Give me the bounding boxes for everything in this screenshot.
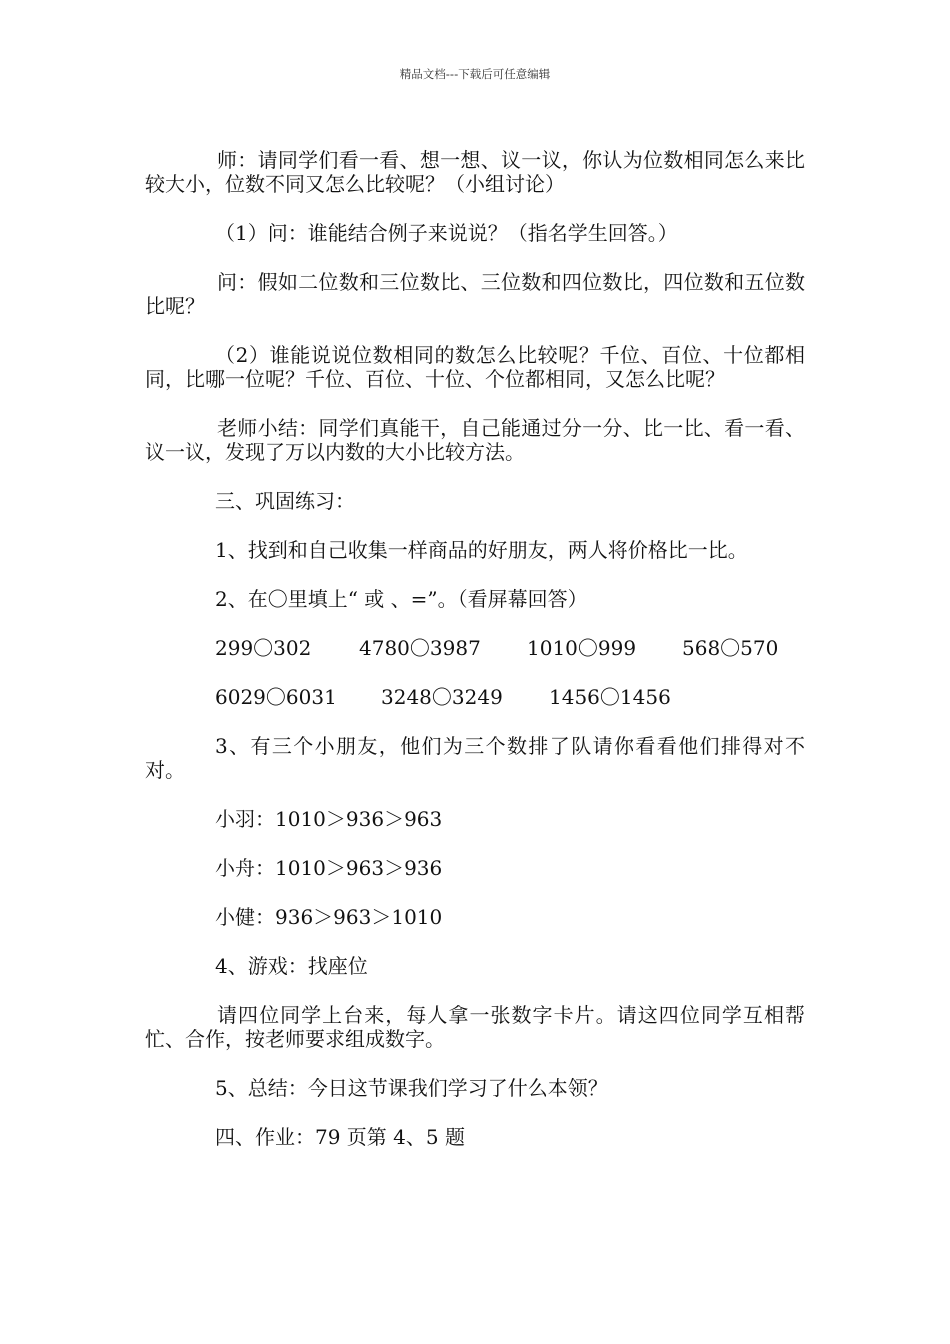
- comparison-row-1: [145, 636, 805, 660]
- exercise-4-description: 请四位同学上台来，每人拿一张数字卡片。请这四位同学互相帮忙、合作，按老师要求组成数字。: [145, 1003, 805, 1051]
- paragraph-teacher-question: 师：请同学们看一看、想一想、议一议，你认为位数相同怎么来比较大小，位数不同又怎么比较呢？（小组讨论）: [145, 148, 805, 196]
- comparison-item: 1010〇999: [527, 636, 637, 660]
- comparison-row-2: [145, 685, 805, 709]
- comparison-item: 1456〇1456: [549, 685, 671, 709]
- comparison-item: 3248〇3249: [381, 685, 503, 709]
- section-heading-practice: 三、巩固练习：: [215, 489, 355, 513]
- paragraph-teacher-summary: 老师小结：同学们真能干，自己能通过分一分、比一比、看一看、议一议，发现了万以内数的大小比较方法。: [145, 416, 805, 464]
- paragraph-question-1: （1）问：谁能结合例子来说说？（指名学生回答。）: [215, 221, 678, 245]
- exercise-2: 2、在〇里填上“ 或 、=”。（看屏幕回答）: [215, 587, 588, 611]
- exercise-1: 1、找到和自己收集一样商品的好朋友，两人将价格比一比。: [215, 538, 748, 562]
- paragraph-question-2: （2）谁能说说位数相同的数怎么比较呢？千位、百位、十位都相同，比哪一位呢？千位、百位、十位、个位都相同，又怎么比呢？: [145, 343, 805, 391]
- exercise-4: 4、游戏：找座位: [215, 954, 368, 978]
- paragraph-question-digits: 问：假如二位数和三位数比、三位数和四位数比，四位数和五位数比呢？: [145, 270, 805, 318]
- exercise-5: 5、总结：今日这节课我们学习了什么本领？: [215, 1076, 608, 1100]
- document-body: [145, 148, 805, 1174]
- answer-xiaoyu: 小羽：1010＞936＞963: [215, 807, 443, 831]
- page-header: 精品文档---下载后可任意编辑: [399, 67, 551, 81]
- exercise-3: 3、有三个小朋友，他们为三个数排了队请你看看他们排得对不对。: [145, 734, 805, 782]
- comparison-item: 4780〇3987: [359, 636, 481, 660]
- comparison-item: 6029〇6031: [215, 685, 337, 709]
- section-heading-homework: 四、作业：79 页第 4、5 题: [215, 1125, 465, 1149]
- answer-xiaojian: 小健：936＞963＞1010: [215, 905, 443, 929]
- answer-xiaozhou: 小舟：1010＞963＞936: [215, 856, 443, 880]
- comparison-item: 568〇570: [682, 636, 779, 660]
- comparison-item: 299〇302: [215, 636, 312, 660]
